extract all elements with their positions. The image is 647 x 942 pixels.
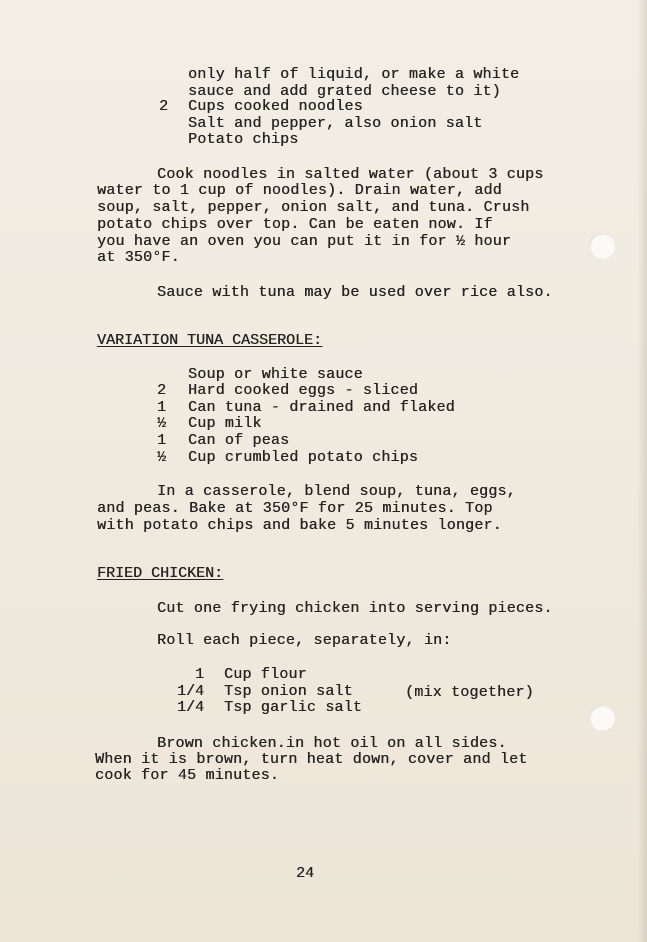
ingredient-text: Hard cooked eggs - sliced [188,382,419,399]
direction-line: Cook noodles in salted water (about 3 cups [157,166,544,183]
ingredient-qty: ½ [156,415,166,432]
section-heading-variation: VARIATION TUNA CASSEROLE: [97,332,323,349]
ingredient-text: Cup flour [224,666,307,683]
direction-line: Cut one frying chicken into serving pieces. [157,600,553,617]
ingredient-qty: 1 [156,432,166,449]
ingredient-qty: 1/4 [176,683,204,700]
ingredient-qty: 1 [194,666,204,683]
ingredient-text: Can of peas [188,432,290,449]
ingredient-qty: 1 [156,399,166,416]
sauce-note: Sauce with tuna may be used over rice also. [157,284,553,301]
direction-line: water to 1 cup of noodles). Drain water, add [97,182,502,199]
section-heading-fried-chicken: FRIED CHICKEN: [97,565,224,582]
mix-note: (mix together) [405,684,534,701]
ingredient-qty: 1/4 [176,699,204,716]
ingredient-text: Soup or white sauce [188,366,363,383]
ingredient-text: Can tuna - drained and flaked [188,399,455,416]
direction-line: When it is brown, turn heat down, cover and let [95,751,528,768]
ingredient-qty: 2 [156,382,166,399]
ingredient-qty: ½ [156,449,166,466]
binder-hole-lower [589,705,615,731]
direction-line: soup, salt, pepper, onion salt, and tuna. Crush [97,199,530,216]
direction-line: with potato chips and bake 5 minutes longer. [97,517,502,534]
page-edge-shadow [637,0,647,942]
direction-line: potato chips over top. Can be eaten now. If [97,216,493,233]
ingredient-text: Tsp onion salt [224,683,353,700]
direction-line: Roll each piece, separately, in: [157,632,452,649]
continued-text-line: sauce and add grated cheese to it) [188,83,501,100]
direction-line: cook for 45 minutes. [95,767,280,784]
ingredient-text: Salt and pepper, also onion salt [188,115,483,132]
direction-line: In a casserole, blend soup, tuna, eggs, [157,483,516,500]
direction-line: and peas. Bake at 350°F for 25 minutes. Top [97,500,493,517]
direction-line: you have an oven you can put it in for ½ hour [97,233,512,250]
ingredient-text: Potato chips [188,131,299,148]
binder-hole-upper [589,233,615,259]
direction-line: Brown chicken.in hot oil on all sides. [157,735,507,752]
ingredient-text: Cups cooked noodles [188,98,363,115]
continued-text-line: only half of liquid, or make a white [188,66,520,83]
direction-line: at 350°F. [97,249,180,266]
ingredient-text: Tsp garlic salt [224,699,363,716]
ingredient-text: Cup milk [188,415,262,432]
ingredient-text: Cup crumbled potato chips [188,449,419,466]
page-number: 24 [296,865,315,882]
ingredient-qty: 2 [158,98,168,115]
